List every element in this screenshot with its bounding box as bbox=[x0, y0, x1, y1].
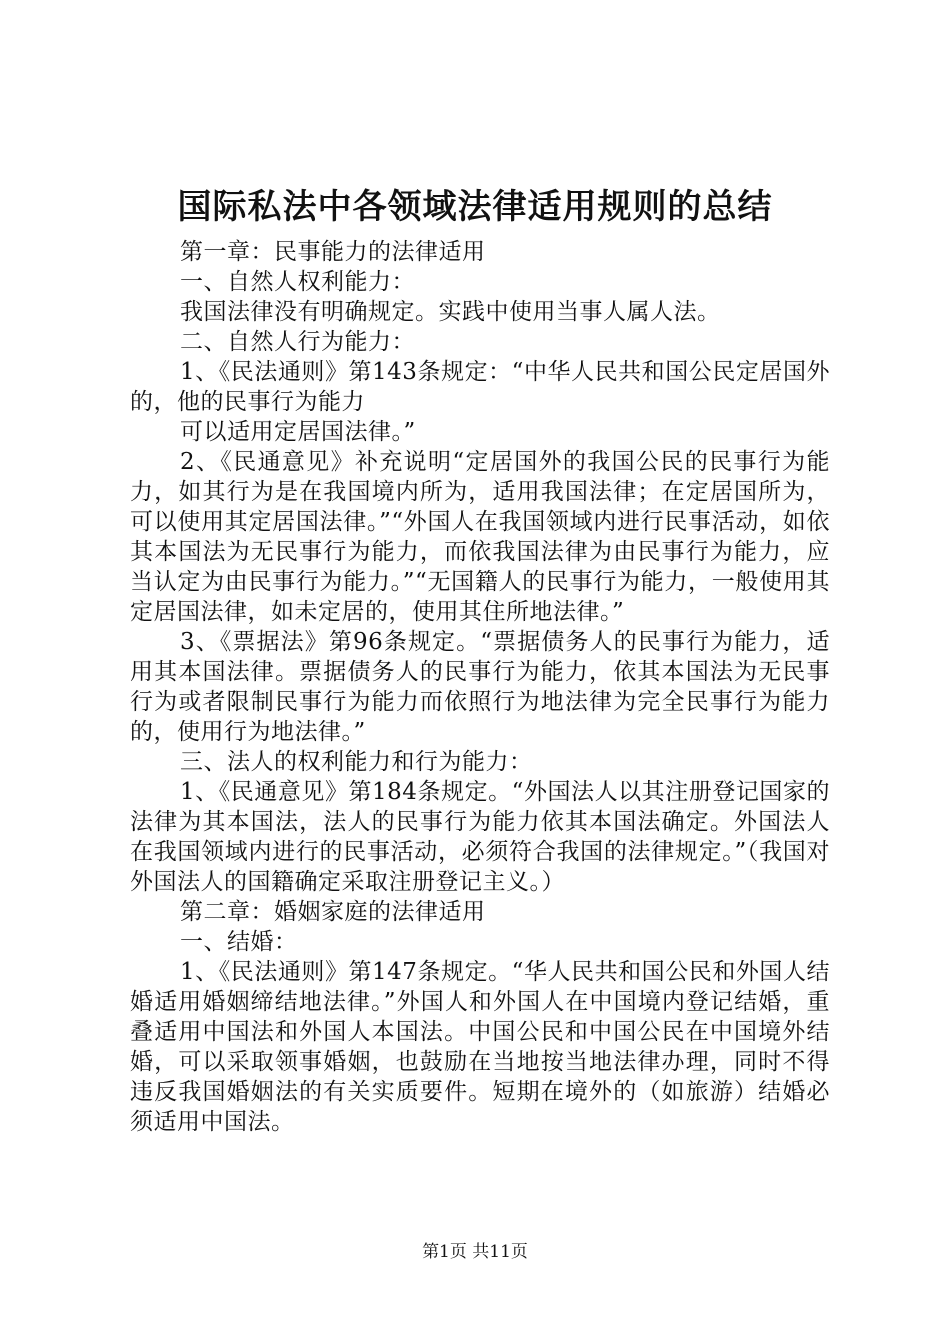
paragraph: 3、《票据法》第96条规定。“票据债务人的民事行为能力，适用其本国法律。票据债务人的民事行为能力，依其本国法为无民事行为或者限制民事行为能力而依照行为地法律为完全民事行为能力的，使用行为地法律。” bbox=[130, 629, 830, 745]
document-body bbox=[130, 237, 830, 1137]
page-footer: 第1页 共11页 bbox=[422, 1242, 528, 1262]
document-title: 国际私法中各领域法律适用规则的总结 bbox=[177, 187, 773, 227]
chapter-heading: 第一章：民事能力的法律适用 bbox=[180, 239, 486, 265]
paragraph: 可以适用定居国法律。” bbox=[180, 419, 416, 445]
section-heading: 一、结婚： bbox=[180, 929, 298, 955]
paragraph: 1、《民通意见》第184条规定。“外国法人以其注册登记国家的法律为其本国法，法人的民事行为能力依其本国法确定。外国法人在我国领域内进行的民事活动，必须符合我国的法律规定。”（我国对外国法人的国籍确定采取注册登记主义。） bbox=[130, 779, 830, 895]
paragraph: 2、《民通意见》补充说明“定居国外的我国公民的民事行为能力，如其行为是在我国境内所为，适用我国法律；在定居国所为，可以使用其定居国法律。”“外国人在我国领域内进行民事活动，如依其本国法为无民事行为能力，而依我国法律为由民事行为能力，应当认定为由民事行为能力。”“无国籍人的民事行为能力，一般使用其定居国法律，如未定居的，使用其住所地法律。” bbox=[130, 449, 830, 625]
section-heading: 三、法人的权利能力和行为能力： bbox=[180, 749, 533, 775]
paragraph: 1、《民法通则》第143条规定：“中华人民共和国公民定居国外的，他的民事行为能力 bbox=[130, 359, 830, 415]
chapter-heading: 第二章：婚姻家庭的法律适用 bbox=[180, 899, 486, 925]
section-heading: 二、自然人行为能力： bbox=[180, 329, 415, 355]
section-heading: 一、自然人权利能力： bbox=[180, 269, 415, 295]
paragraph: 我国法律没有明确规定。实践中使用当事人属人法。 bbox=[180, 299, 721, 325]
paragraph: 1、《民法通则》第147条规定。“华人民共和国公民和外国人结婚适用婚姻缔结地法律。”外国人和外国人在中国境内登记结婚，重叠适用中国法和外国人本国法。中国公民和中国公民在中国境外结婚，可以采取领事婚姻，也鼓励在当地按当地法律办理，同时不得违反我国婚姻法的有关实质要件。短期在境外的（如旅游）结婚必须适用中国法。 bbox=[130, 959, 830, 1135]
